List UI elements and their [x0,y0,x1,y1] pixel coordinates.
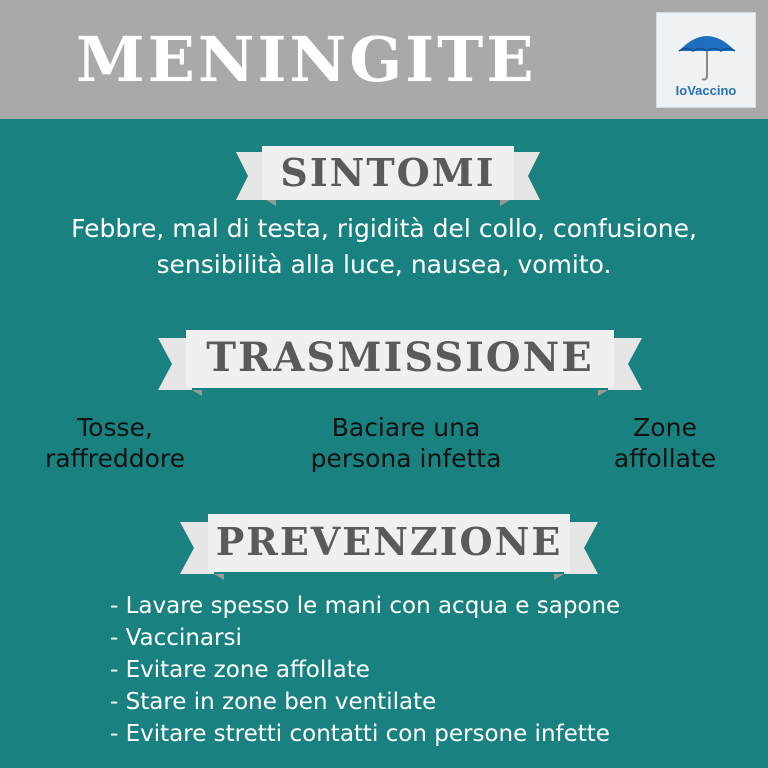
prevenzione-item: - Evitare stretti contatti con persone infette [110,721,610,747]
trasmissione-item-3-line1: Zone [633,413,697,442]
banner-trasmissione [158,324,642,398]
trasmissione-item-1 [20,412,210,474]
banner-prevenzione [180,508,598,582]
prevenzione-item: - Evitare zone affollate [110,657,370,683]
page-title: MENINGITE [76,23,537,96]
logo-text: IoVaccino [675,83,737,98]
trasmissione-item-3-line2: affollate [613,444,717,473]
banner-sintomi [236,140,540,210]
sintomi-line-2: sensibilità alla luce, nausea, vomito. [156,250,612,279]
prevenzione-item: - Stare in zone ben ventilate [110,689,437,715]
trasmissione-item-3 [590,412,740,474]
sintomi-line-1: Febbre, mal di testa, rigidità del collo, confusione, [71,214,697,243]
prevenzione-item: - Lavare spesso le mani con acqua e sapone [110,593,621,619]
prevenzione-list [110,590,620,750]
prevenzione-item: - Vaccinarsi [110,625,242,651]
trasmissione-item-1-line1: Tosse, [77,413,153,442]
logo [656,12,756,108]
trasmissione-item-2 [276,412,536,474]
heading-prevenzione: PREVENZIONE [215,519,563,564]
umbrella-icon [677,27,737,83]
heading-trasmissione: TRASMISSIONE [206,334,594,381]
header-bar [0,0,768,119]
trasmissione-item-2-line1: Baciare una [331,413,481,442]
heading-sintomi: SINTOMI [280,150,496,195]
trasmissione-item-1-line2: raffreddore [44,444,186,473]
trasmissione-item-2-line2: persona infetta [310,444,502,473]
